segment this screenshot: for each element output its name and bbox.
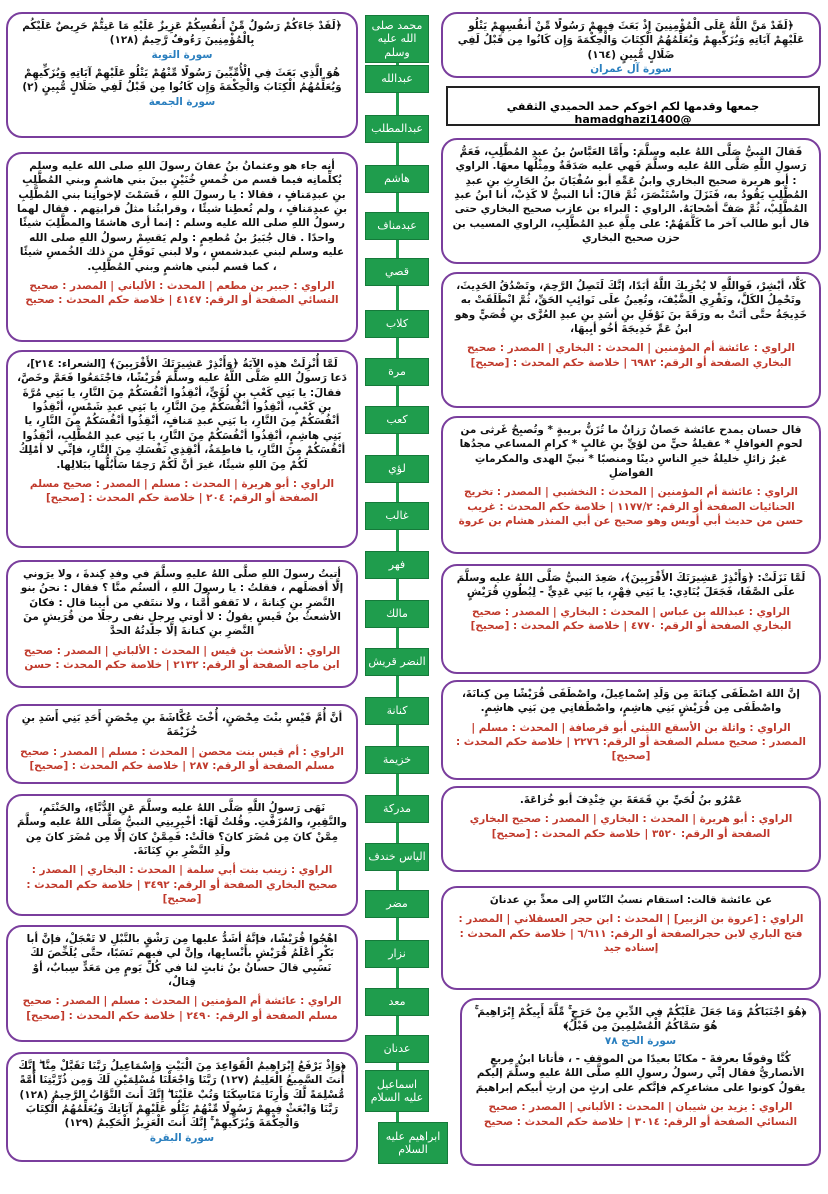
hadith-text: أتيتُ رسولَ اللهِ صلَّى اللهُ عليهِ وسلَّمَ في وفدِ كِندةَ ، ولا يرَوني إلَّا أفضلَهم ، فقلتُ : يا رسولَ اللهِ ، ألستُم منَّا ؟ فقال : نحنُ بنو النَّضرِ بنِ كِنانةَ ، لا نَقفو أُمَّنا ، ولا ننتَفي من أبينا قال : فكانَ الأشعثُ بنُ قَيسٍ يقولُ : لا أوتي برجلٍ نفى رجلًا من قُرَيشٍ منَ النَّضرِ بنِ كنانةَ إلَّا جلدتُهُ الحدَّ — [20, 568, 344, 638]
tree-node-luay: لؤي — [365, 455, 429, 483]
left-card-ashirah — [6, 350, 358, 548]
tree-node-ibrahim: ابراهيم عليه السلام — [378, 1122, 448, 1164]
hadith-text: لَمَّا نَزَلَتْ: ﴿وَأَنْذِرْ عَشِيرَتَكَ الأَقْرَبِينَ﴾، صَعِدَ النبيُّ صَلَّى اللهُ عليه وسلَّمَ علَى الصَّفَا، فَجَعَلَ يُنَادِي: يا بَنِي فِهْرٍ، يا بَنِي عَدِيٍّ - لِبُطُونِ قُرَيْشٍ — [456, 572, 806, 599]
tree-node-hashim: هاشم — [365, 165, 429, 193]
right-card-ibrahim — [460, 998, 821, 1166]
tree-node-abdulmuttalib: عبدالمطلب — [365, 115, 429, 143]
hadith-text: إنَّ اللهَ اصْطَفَى كِنانَةَ مِن وَلَدِ إسْماعِيلَ، واصْطَفَى قُرَيْشًا مِن كِنانَةَ، واصْطَفَى مِن قُرَيْشٍ بَنِي هاشِمٍ، واصْطَفانِي مِن بَنِي هاشِمٍ. — [461, 688, 800, 715]
left-card-baqarah — [6, 1052, 358, 1162]
left-card-nadr-kinanah — [6, 560, 358, 688]
tree-node-nizar: نزار — [365, 940, 429, 968]
tree-node-kinanah: كنانة — [365, 697, 429, 725]
surah-label: سورة آل عمران — [590, 63, 672, 76]
right-card-khindif — [441, 786, 821, 872]
tree-node-mudar: مضر — [365, 890, 429, 918]
tree-node-maad: معد — [365, 988, 429, 1016]
hadith-text: عَمْرُو بنُ لُحَيِّ بنِ قَمَعَةَ بنِ خِنْدِفَ أبو خُزاعَةَ. — [519, 794, 743, 806]
tree-node-murrah: مرة — [365, 358, 429, 386]
author-handle: جمعها وقدمها لكم اخوكم حمد الحميدي الثقفي @hamadghazi1400 — [446, 86, 820, 126]
right-card-abdulmuttalib — [441, 138, 821, 264]
right-card-luay-ghalib — [441, 416, 821, 554]
verse-text-2: هُوَ الَّذِي بَعَثَ فِي الْأُمِّيِّينَ رَسُولًا مِّنْهُمْ يَتْلُو عَلَيْهِمْ آيَاتِهِ وَيُزَكِّيهِمْ وَيُعَلِّمُهُمُ الْكِتَابَ وَالْحِكْمَةَ وَإِن كَانُوا مِن قَبْلُ لَفِي ضَلَالٍ مُّبِينٍ (٢) — [22, 67, 342, 94]
hadith-text: كَلَّا، أبْشِرْ، فَواللَّهِ لا يُخْزِيكَ اللَّهُ أبَدًا، إنَّكَ لَتَصِلُ الرَّحِمَ، وتَصْدُقُ الحَدِيثَ، وتَحْمِلُ الكَلَّ، وتَقْرِي الضَّيْفَ، وتُعِينُ علَى نَوائِبِ الحَقِّ، ثُمَّ انْطَلَقَتْ به خَدِيجَةُ حتَّى أتَتْ به ورَقَةَ بنَ نَوْفَلِ بنِ أسَدِ بنِ عبدِ العُزَّى بنِ قُصَيٍّ وهو ابنُ عَمِّ خَدِيجَةَ أخُو أبِيهَا، — [455, 280, 807, 336]
tree-node-ghalib: غالب — [365, 502, 429, 530]
hadith-reference: الراوي : جبير بن مطعم | المحدث : الألباني | المصدر : صحيح النسائي الصفحة أو الرقم: ٤١٤٧ | خلاصة حكم المحدث : صحيح — [25, 279, 339, 307]
tree-node-abdmanaf: عبدمناف — [365, 212, 429, 240]
hadith-reference: الراوي : [عروة بن الزبير] | المحدث : ابن حجر العسقلاني | المصدر : فتح الباري لابن حجرالصفحة أو الرقم: ٦/٦١١ | خلاصة حكم المحدث : إسناده جيد — [458, 913, 804, 955]
tree-node-mudrikah: مدركة — [365, 795, 429, 823]
tree-node-adnan: عدنان — [365, 1035, 429, 1063]
tree-node-ismail: اسماعيل عليه السلام — [365, 1070, 429, 1112]
left-card-mudar — [6, 794, 358, 916]
hadith-reference: الراوي : عبدالله بن عباس | المحدث : البخاري | المصدر : صحيح البخاري الصفحة أو الرقم: ٤٧٧٠ | خلاصة حكم المحدث : [صحيح] — [470, 605, 792, 633]
tree-node-fihr: فهر — [365, 551, 429, 579]
hadith-reference: الراوي : أبو هريرة | المحدث : مسلم | المصدر : صحيح مسلم الصفحة أو الرقم: ٢٠٤ | خلاصة حكم المحدث : [صحيح] — [29, 477, 335, 505]
right-card-al-imran — [441, 12, 821, 78]
hadith-reference: الراوي : الأشعث بن قيس | المحدث : الألباني | المصدر : صحيح ابن ماجه الصفحة أو الرقم: ٢١٣٢ | خلاصة حكم المحدث : حسن — [23, 644, 341, 672]
hadith-reference: الراوي : واثلة بن الأسقع الليثي أبو قرصافة | المحدث : مسلم | المصدر : صحيح مسلم الصفحة أو الرقم: ٢٢٧٦ | خلاصة حكم المحدث : [صحيح] — [456, 721, 806, 763]
surah-label: سورة البقرة — [149, 1131, 215, 1144]
tree-node-ilyas-khindif: الياس خندف — [365, 843, 429, 871]
surah-label: سورة التوبة — [151, 48, 213, 61]
surah-label: سورة الحج ٧٨ — [604, 1034, 677, 1047]
hadith-text: اهْجُوا قُرَيْشًا، فإنَّهُ أشَدُّ عليها مِن رَشْقٍ بالنَّبْلِ لا تَعْجَلْ، فإنَّ أبا بَكْرٍ أعْلَمُ قُرَيْشٍ بأَنْسابِها، وإنَّ لي فيهم نَسَبًا، حتَّى يُلَخِّصَ لكَ نَسَبِي قالَ حسانُ بنُ ثابتٍ لنا في كُلِّ يَومٍ مِن مَعَدٍّ سِبابٌ، أوْ قِتالٌ، — [26, 933, 338, 989]
verse-text: ﴿لَقَدْ مَنَّ اللَّهُ عَلَى الْمُؤْمِنِينَ إِذْ بَعَثَ فِيهِمْ رَسُولًا مِّنْ أَنفُسِهِمْ يَتْلُو عَلَيْهِمْ آيَاتِهِ وَيُزَكِّيهِمْ وَيُعَلِّمُهُمُ الْكِتَابَ وَالْحِكْمَةَ وَإِن كَانُوا مِن قَبْلُ لَفِي ضَلَالٍ مُّبِينٍ (١٦٤) — [457, 20, 805, 61]
hadith-text: أنه جاء هو وعثمانُ بنُ عفانَ رسولَ اللهِ صلى الله عليه وسلم يُكلِّمانِه فيما قسم من خُمسِ خُنَيْنٍ بينَ بني هاشمٍ وبني المُطَّلِبِ بنِ عبدِمَنافٍ ، فقالا : يا رسولَ اللهِ ، قَسَمْتَ لإخوانِنا بني المُطَّلِبِ بنِ عبدِمَنافٍ ، ولم تُعطِنا شيئًا ، وقرابتُنا مثلُ قرابتِهم . فقال لهما رسولُ اللهِ صلى الله عليه وسلم : إنما أرى هاشمًا والمطَّلِبَ شيئًا واحدًا . قال جُبَيرُ بنُ مُطعِمٍ : ولم يَقسِمْ رسولُ اللهِ صلى الله عليه وسلم لبني عبدشمسٍ ، ولا لبني نَوفَلٍ من ذلك الخُمسِ شيئًا ، كما قسم لبني هاشمٍ وبني المُطَّلِبِ. — [17, 160, 347, 273]
tree-node-muhammad: محمد صلى الله عليه وسلم — [365, 15, 429, 63]
tree-node-khuzaymah: خزيمة — [365, 746, 429, 774]
tree-node-kilab: كلاب — [365, 310, 429, 338]
hadith-reference: الراوي : أم قيس بنت محصن | المحدث : مسلم | المصدر : صحيح مسلم الصفحة أو الرقم: ٢٨٧ | خلاصة حكم المحدث : [صحيح] — [20, 745, 344, 773]
tree-node-nadr-quraysh: النضر قريش — [365, 648, 429, 676]
hadith-text: فَقالَ النبيُّ صَلَّى اللهُ عليه وسلَّمَ: وأَمَّا العَبَّاسُ بنُ عبدِ المُطَّلِبِ، فَعَمُّ رَسولِ اللَّهِ صَلَّى اللهُ عليه وسلَّمَ فَهي عليه صَدَقَةٌ ومِثْلُها معهَا. الراوي : أبو هريرة صحيح البخاري وابنُ عَمِّهِ أبو سُفْيَانَ بنُ الحَارِثِ بنِ عبدِ المُطَّلِبِ يَقُودُ به، فَنَزَلَ واسْتَنْصَرَ، ثُمَّ قالَ: أنا النبيُّ لا كَذِبْ، أنا ابنُ عبدِ المُطَّلِبْ، ثُمَّ صَفَّ أصْحابَهُ. الراوي : البراء بن عازب صحيح البخاري حتى قال أبو طالب آخر ما كَلَّمَهُمْ: على مِلَّةِ عبدِ المُطَّلِبِ، الراوي المسيب بن حزن صحيح البخاري — [452, 146, 810, 245]
tree-node-qusay: قصي — [365, 258, 429, 286]
hadith-reference: الراوي : يزيد بن شيبان | المحدث : الألباني | المصدر : صحيح النسائي الصفحة أو الرقم: ٣٠١٤ | خلاصة حكم المحدث : صحيح — [483, 1101, 798, 1128]
right-card-kinanah — [441, 680, 821, 780]
right-card-fihr — [441, 564, 821, 674]
hadith-reference: الراوي : زينب بنت أبي سلمة | المحدث : البخاري | المصدر : صحيح البخاري الصفحة أو الرقم: ٣٤٩٢ | خلاصة حكم المحدث : [صحيح] — [26, 864, 338, 906]
verse-text: ﴿وَإِذْ يَرْفَعُ إِبْرَاهِيمُ الْقَوَاعِدَ مِنَ الْبَيْتِ وَإِسْمَاعِيلُ رَبَّنَا تَقَبَّلْ مِنَّا ۖ إِنَّكَ أَنتَ السَّمِيعُ الْعَلِيمُ (١٢٧) رَبَّنَا وَاجْعَلْنَا مُسْلِمَيْنِ لَكَ وَمِن ذُرِّيَّتِنَا أُمَّةً مُّسْلِمَةً لَّكَ وَأَرِنَا مَنَاسِكَنَا وَتُبْ عَلَيْنَا ۖ إِنَّكَ أَنتَ التَّوَّابُ الرَّحِيمُ (١٢٨) رَبَّنَا وَابْعَثْ فِيهِمْ رَسُولًا مِّنْهُمْ يَتْلُو عَلَيْهِمْ آيَاتِكَ وَيُعَلِّمُهُمُ الْكِتَابَ وَالْحِكْمَةَ وَيُزَكِّيهِمْ ۚ إِنَّكَ أَنتَ الْعَزِيزُ الْحَكِيمُ (١٢٩) — [18, 1060, 346, 1130]
left-card-tawbah-jumuah — [6, 12, 358, 138]
hadith-text: أنَّ أُمَّ قَيْسٍ بنْتَ مِحْصَنٍ، أُخْتَ عُكَّاشَةَ بنِ مِحْصَنٍ أَحَدِ بَنِي أَسَدِ بنِ خُزَيْمَةَ — [21, 712, 343, 739]
poem-text: قال حسان يمدح عائشة حَصانٌ رَزانٌ ما تُزَنُّ بريبةٍ * وتُصبِحُ غَرثى من لحومِ الغوافلِ * عقيلةُ حيٍّ من لؤيِّ بنِ غالبٍ * كرامِ المساعي مجدُها غيرُ زائلِ خليلةُ خيرِ الناسِ دينًا ومنصبًا * نبيِّ الهدى والمكرماتِ الفواضلِ — [459, 424, 803, 480]
left-card-maad — [6, 925, 358, 1042]
tree-node-abdullah: عبدالله — [365, 65, 429, 93]
hadith-text: عن عائشة قالت: استقام نسبُ النّاسِ إلى معدِّ بنِ عدنانَ — [489, 894, 773, 906]
tree-node-malik: مالك — [365, 600, 429, 628]
right-card-qusay — [441, 272, 821, 408]
left-card-khuzaymah — [6, 704, 358, 784]
left-card-hashim-muttalib — [6, 152, 358, 342]
hadith-reference: الراوي : عائشة أم المؤمنين | المحدث : البخاري | المصدر : صحيح البخاري الصفحة أو الرقم: ٦٩٨٢ | خلاصة حكم المحدث : [صحيح] — [467, 342, 795, 369]
hadith-reference: الراوي : عائشة أم المؤمنين | المحدث : النخشبي | المصدر : تخريج الحنائيات الصفحة أو الرقم: ١١٧٧/٢ | خلاصة حكم المحدث : غريب حسن من حديث أبي أويس وهو صحيح عن أبي المنذر هشام بن عروة — [458, 486, 804, 528]
hadith-reference: الراوي : أبو هريرة | المحدث : البخاري | المصدر : صحيح البخاري الصفحة أو الرقم: ٣٥٢٠ | خلاصة حكم المحدث : [صحيح] — [469, 813, 793, 840]
surah-label-2: سورة الجمعة — [148, 95, 216, 108]
verse-text: ﴿هُوَ اجْتَبَاكُمْ وَمَا جَعَلَ عَلَيْكُمْ فِي الدِّينِ مِنْ حَرَجٍ ۚ مِّلَّةَ أَبِيكُمْ إِبْرَاهِيمَ ۚ هُوَ سَمَّاكُمُ الْمُسْلِمِينَ مِن قَبْلُ﴾ — [474, 1006, 807, 1033]
tree-node-kaab: كعب — [365, 406, 429, 434]
hadith-reference: الراوي : عائشة أم المؤمنين | المحدث : مسلم | المصدر : صحيح مسلم الصفحة أو الرقم: ٢٤٩٠ | خلاصة حكم المحدث : [صحيح] — [22, 995, 342, 1022]
hadith-text: لَمَّا أُنْزِلَتْ هذِه الآيَةُ ﴿وَأَنْذِرْ عَشِيرَتَكَ الأَقْرَبِينَ﴾ [الشعراء: ٢١٤]، دَعا رَسولُ اللهِ صَلَّى اللَّهُ عليه وسلَّمَ قُرَيْشًا، فاجْتَمَعُوا فَعَمَّ وخَصَّ، فقالَ: يا بَنِي كَعْبِ بنِ لُؤَيٍّ، أنْقِذُوا أنْفُسَكُمْ مِنَ النَّارِ، يا بَنِي مُرَّةَ بنِ كَعْبٍ، أنْقِذُوا أنْفُسَكُمْ مِنَ النَّارِ، يا بَنِي عبدِ شَمْسٍ، أنْقِذُوا أنْفُسَكُمْ مِنَ النَّارِ، يا بَنِي عبدِ مَنافٍ، أنْقِذُوا أنْفُسَكُمْ مِنَ النَّارِ، يا بَنِي هاشِمٍ، أنْقِذُوا أنْفُسَكُمْ مِنَ النَّارِ، يا بَنِي عبدِ المُطَّلِبِ، أنْقِذُوا أنْفُسَكُمْ مِنَ النَّارِ، يا فاطِمَةُ، أنْقِذِي نَفْسَكِ مِنَ النَّارِ، فإنِّي لا أمْلِكُ لَكُمْ مِنَ اللهِ شيئًا، غيرَ أنَّ لَكُمْ رَحِمًا سَأَبُلُّها ببَلالِها. — [17, 358, 347, 471]
hadith-text: كُنَّا وقوفًا بعرفةَ - مكانًا بعيدًا من الموقفِ - ، فأتانا ابنُ مِربعٍ الأنصاريُّ فقال إنِّي رسولُ رسولِ اللهِ صلَّى اللهُ عليهِ وسلَّمَ إليكم يقولُ كونوا على مشاعرِكم فإنَّكم على إرثٍ من إرثِ أبيكم إبراهيمَ — [475, 1053, 806, 1094]
verse-text: ﴿لَقَدْ جَاءَكُمْ رَسُولٌ مِّنْ أَنفُسِكُمْ عَزِيزٌ عَلَيْهِ مَا عَنِتُّمْ حَرِيصٌ عَلَيْكُم بِالْمُؤْمِنِينَ رَءُوفٌ رَّحِيمٌ (١٢٨) — [22, 20, 342, 47]
hadith-text: نَهَى رَسولُ اللَّهِ صَلَّى اللهُ عليه وسلَّمَ عَنِ الدُّبَّاءِ، والحَنْتَمِ، والنَّقِيرِ، والمُزَفَّتِ. وقُلتُ لَهَا: أخْبِرِينِي النبيُّ صَلَّى اللهُ عليه وسلَّمَ مِمَّنْ كانَ مِن مُضَرَ كانَ؟ قالَتْ: فَمِمَّنْ كانَ إلَّا مِن مُضَرَ كانَ مِن ولَدِ النَّضْرِ بنِ كِنَانَةَ. — [17, 802, 347, 858]
right-card-maad-adnan — [441, 886, 821, 990]
